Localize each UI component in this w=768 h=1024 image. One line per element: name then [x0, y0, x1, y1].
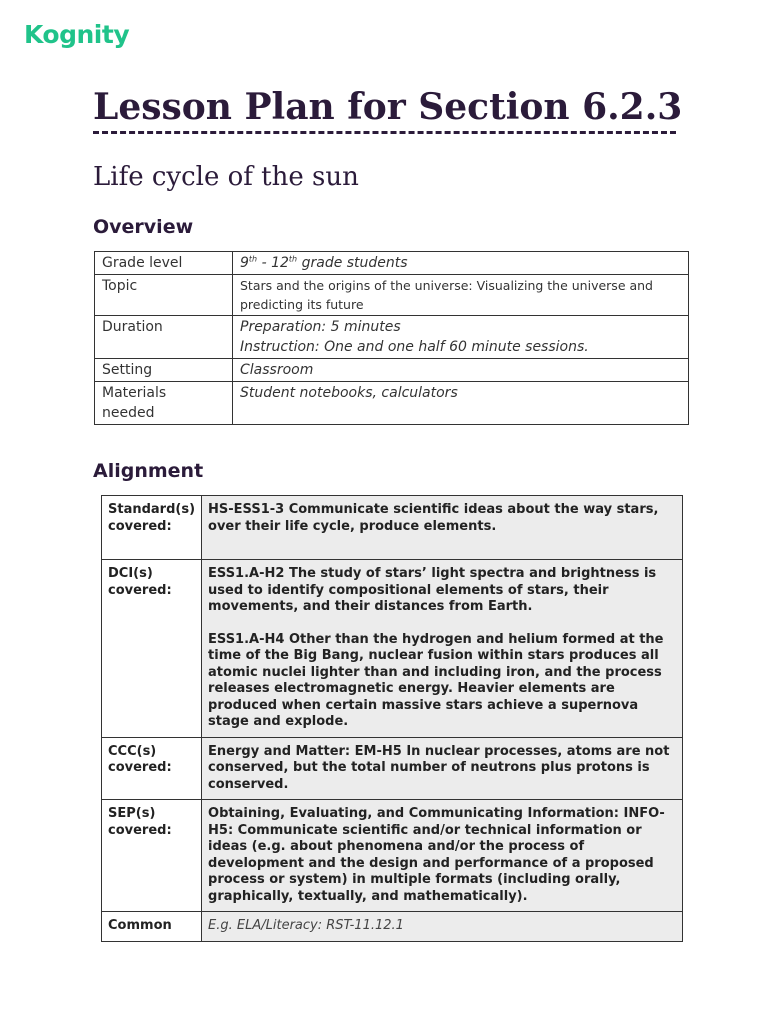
alignment-paragraph: ESS1.A-H4 Other than the hydrogen and helium formed at the time of the Big Bang, nuclear fusion within stars produces all atomic nuclei lighter than and including iron, and the process releases electromagnetic energy. Heavier elements are produced when certain massive stars achieve a supernova stage and explode.	[208, 631, 664, 729]
table-row	[102, 560, 683, 738]
alignment-paragraph: E.g. ELA/Literacy: RST-11.12.1	[208, 918, 404, 933]
alignment-table	[101, 495, 683, 942]
overview-label: Duration	[95, 316, 233, 359]
alignment-label: DCI(s) covered:	[102, 560, 202, 738]
duration-instruction: Instruction: One and one half 60 minute sessions.	[240, 339, 589, 355]
title-dashed-rule	[93, 131, 676, 134]
overview-value: Stars and the origins of the universe: Visualizing the universe and predicting its future	[233, 275, 689, 316]
alignment-content	[202, 800, 683, 912]
overview-value: Classroom	[233, 359, 689, 382]
grade-start-suffix: th	[248, 254, 258, 264]
overview-value	[233, 316, 689, 359]
overview-label	[95, 382, 233, 425]
grade-start: 9	[240, 255, 249, 271]
overview-label: Grade level	[95, 252, 233, 275]
alignment-label: SEP(s) covered:	[102, 800, 202, 912]
table-row	[102, 800, 683, 912]
materials-label-line1: Materials	[102, 385, 167, 401]
overview-label: Setting	[95, 359, 233, 382]
table-row	[102, 737, 683, 800]
alignment-heading: Alignment	[93, 460, 204, 482]
alignment-content	[202, 496, 683, 560]
overview-heading: Overview	[93, 216, 194, 238]
alignment-paragraph: HS-ESS1-3 Communicate scientific ideas about the way stars, over their life cycle, produce elements.	[208, 502, 659, 534]
overview-table	[94, 251, 689, 425]
table-row	[95, 382, 689, 425]
alignment-label: Common	[102, 912, 202, 942]
table-row	[102, 496, 683, 560]
alignment-paragraph: Energy and Matter: EM-H5 In nuclear processes, atoms are not conserved, but the total number of neutrons plus protons is conserved.	[208, 743, 670, 792]
grade-end: - 12	[257, 255, 289, 271]
overview-label: Topic	[95, 275, 233, 316]
materials-label-line2: needed	[102, 405, 155, 421]
alignment-paragraph: ESS1.A-H2 The study of stars’ light spectra and brightness is used to identify compositional elements of stars, their movements, and their distances from Earth.	[208, 566, 657, 614]
overview-value: Student notebooks, calculators	[233, 382, 689, 425]
kognity-logo: Kognity	[24, 20, 130, 49]
table-row	[95, 359, 689, 382]
alignment-label: Standard(s) covered:	[102, 496, 202, 560]
alignment-content	[202, 912, 683, 942]
grade-end-suffix: th	[288, 254, 298, 264]
page-subtitle: Life cycle of the sun	[93, 162, 359, 192]
table-row	[102, 912, 683, 942]
table-row	[95, 252, 689, 275]
alignment-paragraph: Obtaining, Evaluating, and Communicating Information: INFO-H5: Communicate scientific and/or technical information or ideas (e.g. about phenomena and/or the process of development and the design and performance of a proposed process or system) in multiple formats (including orally, graphically, textually, and mathematically).	[208, 806, 665, 904]
table-row	[95, 275, 689, 316]
alignment-label: CCC(s) covered:	[102, 737, 202, 800]
duration-preparation: Preparation: 5 minutes	[240, 319, 401, 335]
alignment-content	[202, 560, 683, 738]
table-row	[95, 316, 689, 359]
grade-tail: grade students	[297, 255, 408, 271]
alignment-content	[202, 737, 683, 800]
overview-value	[233, 252, 689, 275]
page-title: Lesson Plan for Section 6.2.3	[93, 86, 683, 128]
